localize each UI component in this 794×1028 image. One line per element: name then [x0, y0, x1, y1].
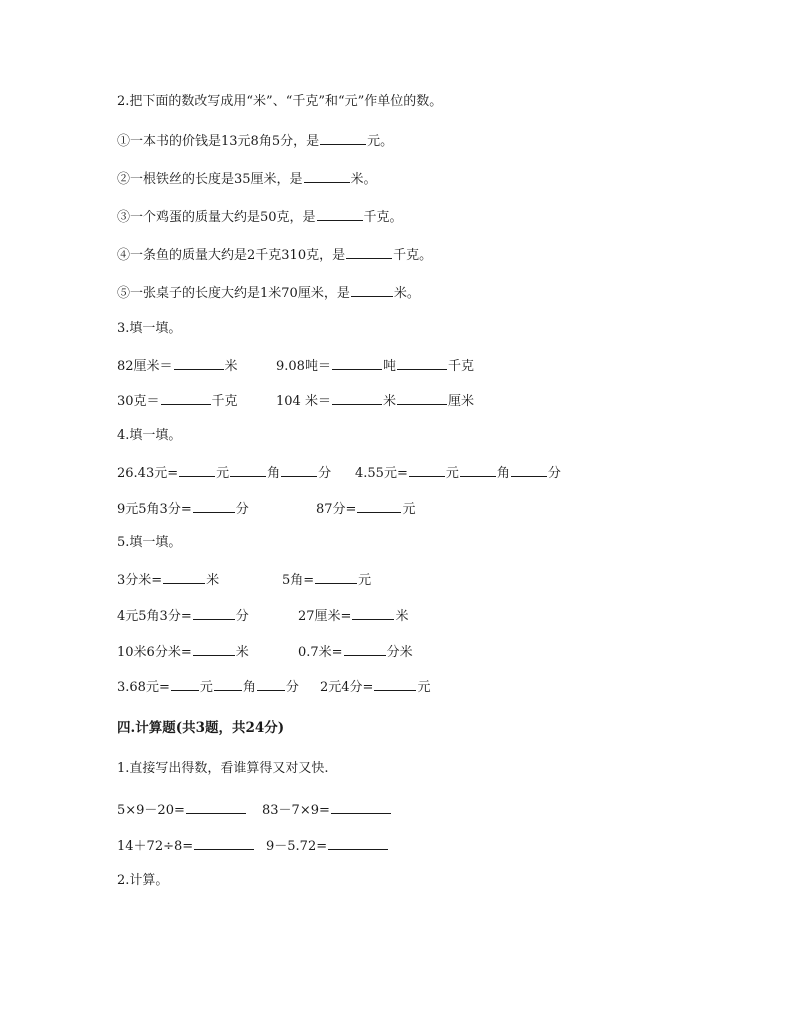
answer-blank[interactable]: [193, 606, 235, 620]
calc-expr-1: [117, 800, 247, 820]
answer-blank[interactable]: [174, 356, 224, 370]
unit-label: 元: [445, 466, 459, 481]
unit-label: 米: [382, 394, 396, 409]
unit-label: 千克: [211, 394, 238, 409]
answer-blank[interactable]: [409, 463, 445, 477]
unit-label: 分: [235, 609, 249, 624]
q4-row2-right: [316, 499, 415, 519]
q3-title: 3.填一填。: [117, 321, 182, 336]
q3-r1a-text: 82厘米＝: [117, 359, 173, 374]
answer-blank[interactable]: [281, 463, 317, 477]
q2-item-4: [117, 245, 432, 265]
calc-expr-2: [262, 800, 392, 820]
q2-item-5: [117, 283, 420, 303]
unit-label: 元: [358, 573, 372, 588]
expression-text: 5×9－20=: [117, 803, 185, 818]
unit-label: 元: [216, 466, 230, 481]
unit-label: 米: [395, 609, 409, 624]
unit-label: 分: [318, 466, 332, 481]
answer-blank[interactable]: [332, 391, 382, 405]
q2-item-4-unit: 千克。: [393, 248, 433, 263]
q3-row1-right: [276, 356, 474, 376]
calc-expr-3: [117, 836, 255, 856]
q3-r2b-text: 104 米＝: [276, 394, 331, 409]
q2-item-5-text: ⑤一张桌子的长度大约是1米70厘米，是: [117, 286, 350, 301]
unit-label: 米: [235, 645, 249, 660]
q2-item-3-unit: 千克。: [363, 210, 403, 225]
q5-r1b-text: 5角=: [282, 573, 315, 588]
expression-text: 14＋72÷8=: [117, 839, 194, 854]
answer-blank[interactable]: [511, 463, 547, 477]
q2-item-2-unit: 米。: [350, 172, 377, 187]
q5-row2-left: [117, 606, 249, 626]
q4-row2-left: [117, 499, 249, 519]
section-heading: 四.计算题(共3题，共24分): [117, 720, 285, 736]
q5-row3-left: [117, 642, 249, 662]
q5-row4-right: [320, 677, 430, 697]
expression-text: 83－7×9=: [262, 803, 330, 818]
unit-label: 千克: [447, 359, 474, 374]
q5-row3-right: [298, 642, 413, 662]
unit-label: 分: [235, 502, 249, 517]
q3-r2a-text: 30克＝: [117, 394, 160, 409]
answer-blank[interactable]: [328, 836, 388, 850]
unit-label: 元: [402, 502, 416, 517]
q2-item-3: [117, 207, 403, 227]
q2-item-2-text: ②一根铁丝的长度是35厘米，是: [117, 172, 303, 187]
unit-label: 元: [417, 680, 431, 695]
unit-label: 元: [199, 680, 213, 695]
answer-blank[interactable]: [352, 606, 394, 620]
calc-q1-title: 1.直接写出得数，看谁算得又对又快.: [117, 761, 329, 776]
answer-blank[interactable]: [317, 207, 363, 221]
unit-label: 吨: [382, 359, 396, 374]
q3-row2-right: [276, 391, 474, 411]
answer-blank[interactable]: [460, 463, 496, 477]
unit-label: 厘米: [447, 394, 474, 409]
q2-item-2: [117, 169, 377, 189]
answer-blank[interactable]: [346, 245, 392, 259]
answer-blank[interactable]: [332, 356, 382, 370]
q2-item-1-unit: 元。: [367, 134, 394, 149]
calc-expr-4: [266, 836, 389, 856]
answer-blank[interactable]: [304, 169, 350, 183]
answer-blank[interactable]: [257, 677, 285, 691]
answer-blank[interactable]: [397, 391, 447, 405]
calc-q2-title: 2.计算。: [117, 873, 169, 888]
answer-blank[interactable]: [315, 570, 357, 584]
unit-label: 分: [547, 466, 561, 481]
q2-item-3-text: ③一个鸡蛋的质量大约是50克，是: [117, 210, 316, 225]
q4-row1-right: [355, 463, 561, 483]
answer-blank[interactable]: [320, 131, 366, 145]
q5-r4b-text: 2元4分=: [320, 680, 374, 695]
q5-r3b-text: 0.7米=: [298, 645, 343, 660]
unit-label: 米: [224, 359, 238, 374]
q4-r1b-text: 4.55元=: [355, 466, 408, 481]
q4-r2b-text: 87分=: [316, 502, 357, 517]
answer-blank[interactable]: [374, 677, 416, 691]
answer-blank[interactable]: [214, 677, 242, 691]
unit-label: 角: [267, 466, 281, 481]
expression-text: 9－5.72=: [266, 839, 328, 854]
q3-row1-left: [117, 356, 238, 376]
answer-blank[interactable]: [230, 463, 266, 477]
unit-label: 分: [285, 680, 299, 695]
unit-label: 米: [206, 573, 220, 588]
q2-item-4-text: ④一条鱼的质量大约是2千克310克，是: [117, 248, 346, 263]
answer-blank[interactable]: [357, 499, 401, 513]
q5-row4-left: [117, 677, 299, 697]
q5-row1-right: [282, 570, 371, 590]
q5-row2-right: [298, 606, 408, 626]
answer-blank[interactable]: [193, 499, 235, 513]
answer-blank[interactable]: [186, 800, 246, 814]
answer-blank[interactable]: [171, 677, 199, 691]
q4-r1a-text: 26.43元=: [117, 466, 179, 481]
q3-row2-left: [117, 391, 238, 411]
answer-blank[interactable]: [163, 570, 205, 584]
q5-row1-left: [117, 570, 219, 590]
answer-blank[interactable]: [179, 463, 215, 477]
q4-title: 4.填一填。: [117, 428, 182, 443]
answer-blank[interactable]: [193, 642, 235, 656]
q5-r2b-text: 27厘米=: [298, 609, 352, 624]
q3-r1b-text: 9.08吨＝: [276, 359, 331, 374]
answer-blank[interactable]: [351, 283, 393, 297]
q5-r1a-text: 3分米=: [117, 573, 163, 588]
unit-label: 角: [242, 680, 256, 695]
q2-item-5-unit: 米。: [393, 286, 420, 301]
q5-r3a-text: 10米6分米=: [117, 645, 192, 660]
q5-r2a-text: 4元5角3分=: [117, 609, 192, 624]
q4-row1-left: [117, 463, 331, 483]
unit-label: 角: [496, 466, 510, 481]
answer-blank[interactable]: [161, 391, 211, 405]
q4-r2a-text: 9元5角3分=: [117, 502, 192, 517]
answer-blank[interactable]: [331, 800, 391, 814]
q5-r4a-text: 3.68元=: [117, 680, 170, 695]
answer-blank[interactable]: [344, 642, 386, 656]
q2-title: 2.把下面的数改写成用“米”、“千克”和“元”作单位的数。: [117, 94, 443, 109]
q2-item-1-text: ①一本书的价钱是13元8角5分，是: [117, 134, 320, 149]
answer-blank[interactable]: [397, 356, 447, 370]
unit-label: 分米: [386, 645, 413, 660]
q5-title: 5.填一填。: [117, 535, 182, 550]
q2-item-1: [117, 131, 393, 151]
answer-blank[interactable]: [194, 836, 254, 850]
